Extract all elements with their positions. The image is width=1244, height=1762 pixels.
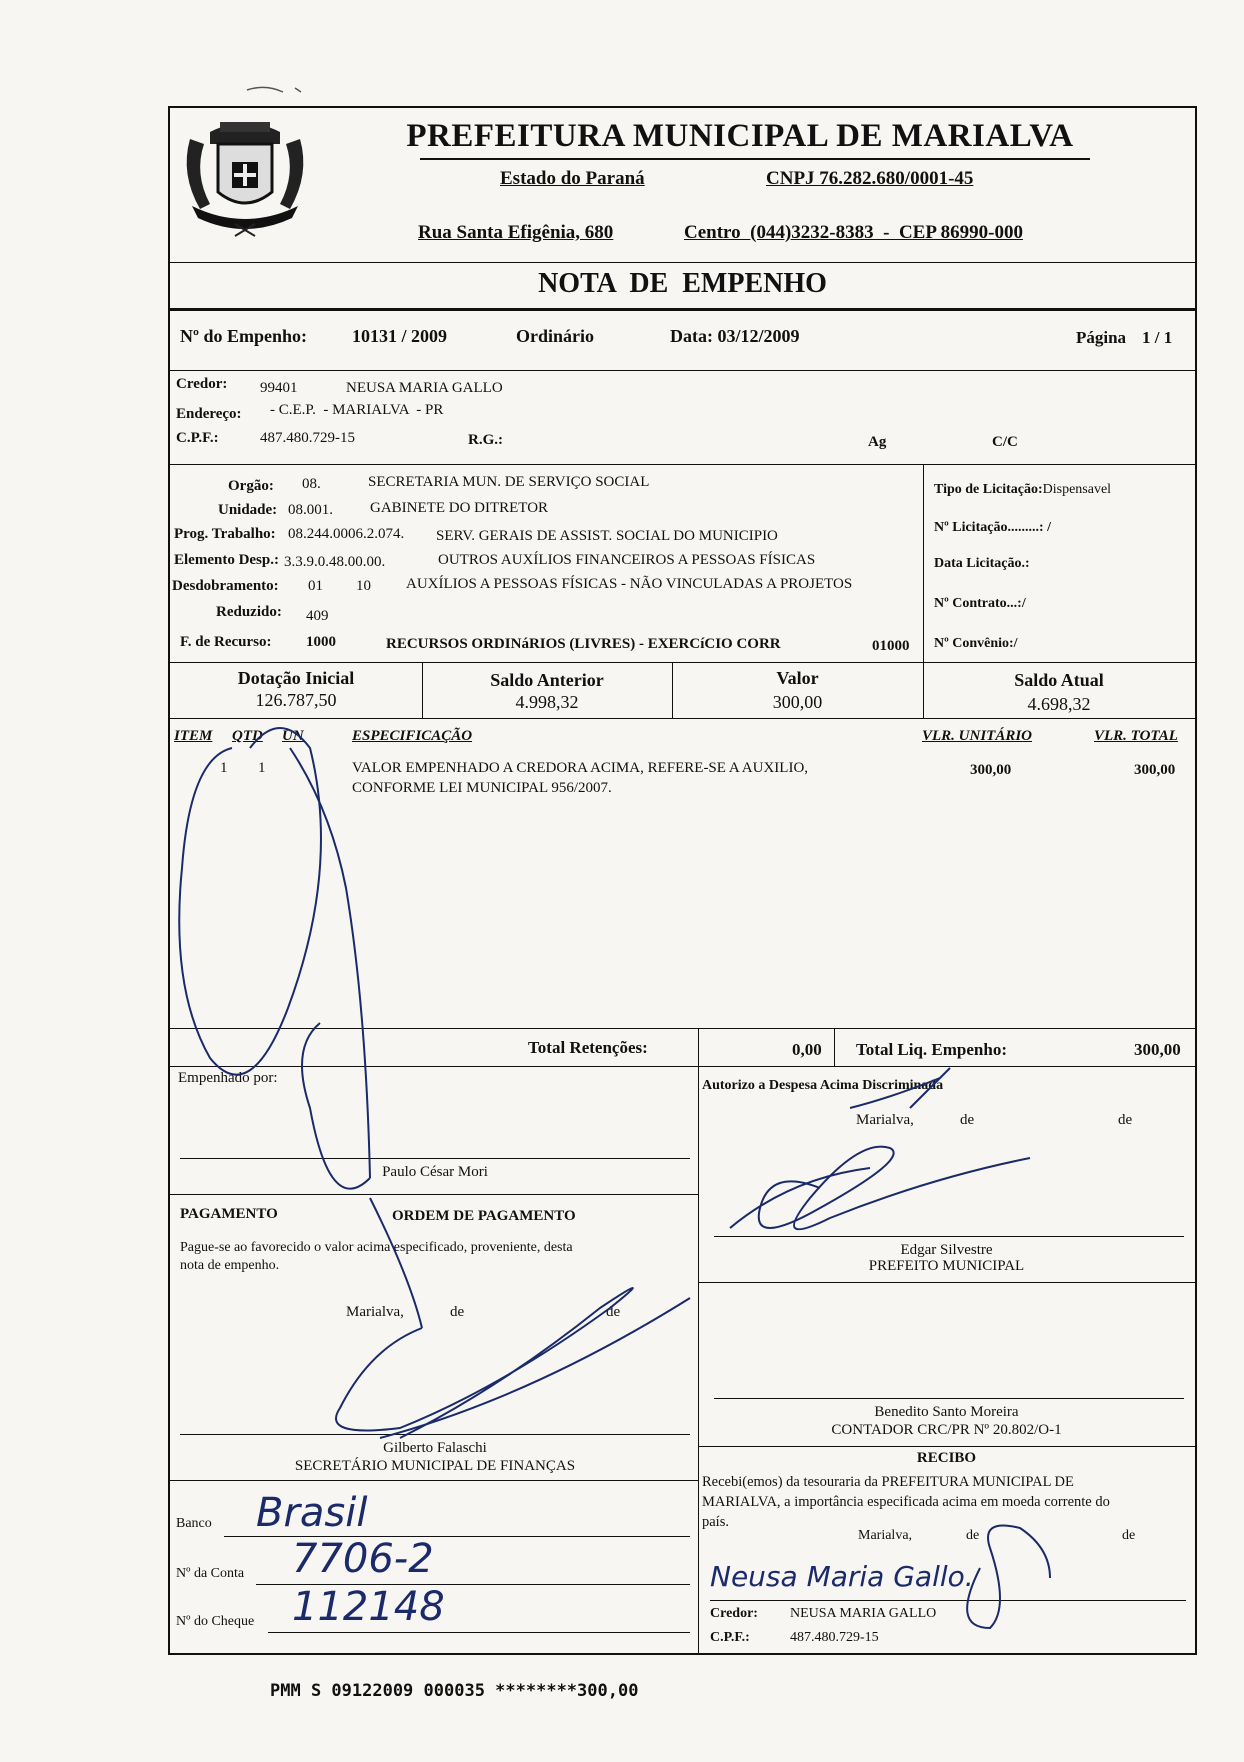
unidade-code: 08.001. [288,502,333,518]
orgao-name: SECRETARIA MUN. DE SERVIÇO SOCIAL [368,474,650,490]
recurso-code-2: 01000 [872,638,910,654]
recibo-marialva: Marialva, [858,1528,913,1543]
recibo-line-3: país. [702,1514,729,1530]
qtd-col-header: QTD [232,728,263,744]
secretario-title: SECRETÁRIO MUNICIPAL DE FINANÇAS [294,1458,576,1474]
municipality-title: PREFEITURA MUNICIPAL DE MARIALVA [406,118,1074,154]
recurso-name: RECURSOS ORDINáRIOS (LIVRES) - EXERCíCIO CORR [386,636,781,652]
item-spec-line-2: CONFORME LEI MUNICIPAL 956/2007. [352,780,612,796]
recibo-heading: RECIBO [916,1450,977,1466]
data-licitacao: Data Licitação.: [934,556,1030,571]
cheque-label: Nº do Cheque [176,1614,255,1629]
credor-handwritten-signature: Neusa Maria Gallo. [710,1560,974,1593]
prog-trabalho-label: Prog. Trabalho: [174,526,276,542]
document-title: NOTA DE EMPENHO [538,268,827,299]
pagamento-heading: PAGAMENTO [180,1206,278,1222]
elemento-name: OUTROS AUXÍLIOS FINANCEIROS A PESSOAS FÍSICAS [438,552,816,568]
ordem-pagamento-heading: ORDEM DE PAGAMENTO [392,1208,576,1224]
numero-licitacao: Nº Licitação.........: / [934,520,1051,535]
autorizo-de-1: de [960,1112,975,1128]
recibo-line-2: MARIALVA, a importância especificada acima em moeda corrente do [702,1494,1110,1510]
saldo-anterior: 4.998,32 [515,692,579,712]
reduzido-label: Reduzido: [216,604,282,620]
cpf: 487.480.729-15 [260,430,355,446]
valor-label: Valor [776,668,819,688]
numero-contrato: Nº Contrato...:/ [934,596,1026,611]
credor-name: NEUSA MARIA GALLO [346,380,503,396]
total-retencoes: 0,00 [792,1040,822,1059]
signature-strokes [170,108,1195,1653]
desdobramento-a: 01 [308,578,323,594]
conta-label: Nº da Conta [176,1566,245,1581]
tipo-licitacao-value: Dispensavel [1042,482,1112,497]
total-retencoes-label: Total Retenções: [528,1038,648,1057]
recibo-cpf: 487.480.729-15 [790,1630,879,1645]
vlr-total-col-header: VLR. TOTAL [1094,728,1178,744]
desdobramento-name: AUXÍLIOS A PESSOAS FÍSICAS - NÃO VINCULADAS A PROJETOS [406,576,853,592]
recibo-credor-label: Credor: [710,1606,758,1621]
item-col-header: ITEM [174,728,213,744]
empenho-type: Ordinário [516,326,595,346]
street-address: Rua Santa Efigênia, 680 [418,222,614,243]
item-qtd: 1 [258,760,266,776]
autorizo-marialva: Marialva, [856,1112,914,1128]
desdobramento-b: 10 [356,578,371,594]
op-de-1: de [450,1304,465,1320]
prefeito-name: Edgar Silvestre [900,1242,993,1258]
cnpj: CNPJ 76.282.680/0001-45 [766,168,974,189]
saldo-atual: 4.698,32 [1027,694,1091,714]
tipo-licitacao-label: Tipo de Licitação: [934,482,1043,497]
especificacao-col-header: ESPECIFICAÇÃO [352,728,473,744]
credor-code: 99401 [260,380,298,396]
empenho-number: 10131 / 2009 [352,326,448,346]
recurso-code: 1000 [306,634,336,650]
recibo-cpf-label: C.P.F.: [710,1630,750,1645]
page-number: 1 / 1 [1142,328,1173,347]
empenhado-por-name: Paulo César Mori [382,1164,488,1180]
empenhado-por-label: Empenhado por: [178,1070,278,1086]
cc-label: C/C [992,434,1018,450]
contador-name: Benedito Santo Moreira [874,1404,1019,1420]
recibo-de-1: de [966,1528,980,1543]
saldo-atual-label: Saldo Atual [1014,670,1104,690]
orgao-label: Orgão: [228,478,274,494]
footer-stamp: PMM S 09122009 000035 ********300,00 [270,1681,639,1701]
reduzido: 409 [306,608,329,624]
recibo-credor-name: NEUSA MARIA GALLO [790,1606,937,1621]
recurso-label: F. de Recurso: [180,634,272,650]
un-col-header: UN [282,728,304,744]
saldo-anterior-label: Saldo Anterior [490,670,604,690]
vlr-unitario-col-header: VLR. UNITÁRIO [922,728,1033,744]
desdobramento-label: Desdobramento: [172,578,279,594]
endereco: - C.E.P. - MARIALVA - PR [270,402,444,418]
banco-label: Banco [176,1516,212,1531]
op-marialva: Marialva, [346,1304,404,1320]
conta-handwritten: 7706-2 [292,1536,434,1582]
recibo-de-2: de [1122,1528,1136,1543]
district-phone-cep: Centro (044)3232-8383 - CEP 86990-000 [684,222,1023,243]
prog-trabalho-name: SERV. GERAIS DE ASSIST. SOCIAL DO MUNICIPIO [436,528,778,544]
prog-trabalho-code: 08.244.0006.2.074. [288,526,405,542]
total-liq-empenho: 300,00 [1134,1040,1181,1059]
orgao-code: 08. [302,476,321,492]
unidade-label: Unidade: [218,502,278,518]
dotacao-inicial-label: Dotação Inicial [237,668,355,688]
cpf-label: C.P.F.: [176,430,219,446]
pague-se-line-1: Pague-se ao favorecido o valor acima especificado, proveniente, desta [180,1240,573,1255]
total-liq-empenho-label: Total Liq. Empenho: [856,1040,1007,1059]
dotacao-inicial: 126.787,50 [255,690,337,710]
page-label: Página [1076,328,1127,347]
empenho-date: Data: 03/12/2009 [670,326,800,346]
numero-convenio: Nº Convênio:/ [934,636,1018,651]
recibo-line-1: Recebi(emos) da tesouraria da PREFEITURA MUNICIPAL DE [702,1474,1074,1490]
item-unit-value: 300,00 [970,762,1012,778]
elemento-label: Elemento Desp.: [174,552,279,568]
autorizo-heading: Autorizo a Despesa Acima Discriminada [702,1078,944,1093]
contador-title: CONTADOR CRC/PR Nº 20.802/O-1 [831,1422,1062,1438]
secretario-name: Gilberto Falaschi [383,1440,487,1456]
pague-se-line-2: nota de empenho. [180,1258,280,1273]
credor-label: Credor: [176,376,228,392]
op-de-2: de [606,1304,621,1320]
state-name: Estado do Paraná [500,168,645,189]
elemento-code: 3.3.9.0.48.00.00. [284,554,386,570]
ag-label: Ag [868,434,887,450]
endereco-label: Endereço: [176,406,242,422]
cheque-handwritten: 112148 [292,1584,445,1630]
item-total-value: 300,00 [1134,762,1176,778]
autorizo-de-2: de [1118,1112,1133,1128]
scan-mark [245,80,325,100]
banco-handwritten: Brasil [256,1490,368,1536]
rg-label: R.G.: [468,432,503,448]
item-spec-line-1: VALOR EMPENHADO A CREDORA ACIMA, REFERE-SE A AUXILIO, [352,760,809,776]
prefeito-title: PREFEITO MUNICIPAL [868,1258,1025,1274]
valor: 300,00 [772,692,823,712]
nota-de-empenho-form [168,106,1197,1655]
item-number: 1 [220,760,228,776]
unidade-name: GABINETE DO DITRETOR [370,500,549,516]
empenho-number-label: Nº do Empenho: [180,326,307,346]
